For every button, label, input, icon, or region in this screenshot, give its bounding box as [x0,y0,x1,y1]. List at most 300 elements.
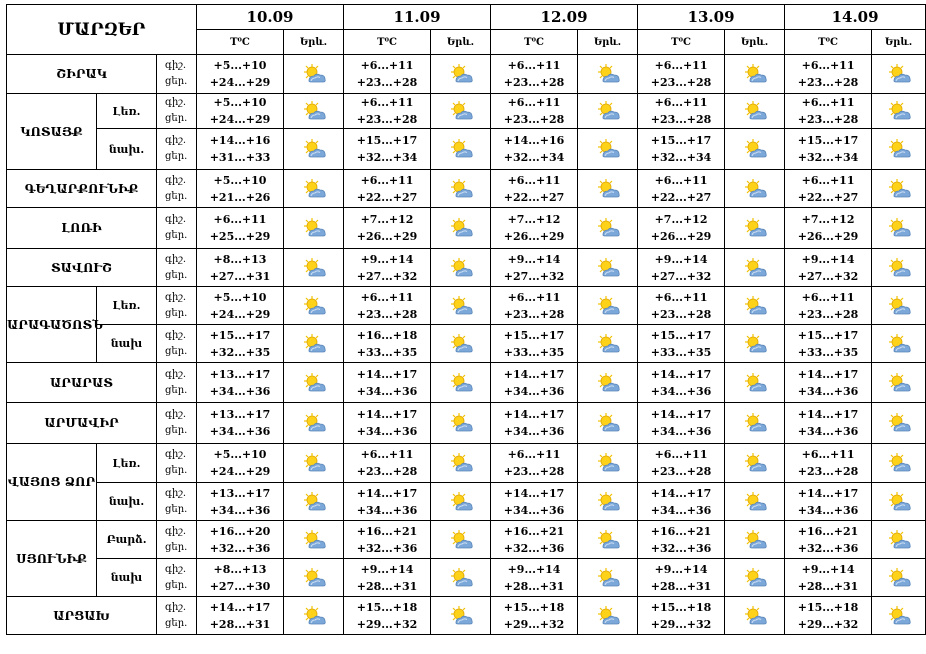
weather-icon-cell [725,94,785,129]
weather-icon-cell [725,403,785,444]
zone-label: նախ [97,325,157,363]
weather-icon-cell [872,444,926,483]
temperature-cell [197,287,284,325]
temperature-cell [197,249,284,287]
day-temperature: +34...+36 [356,425,418,438]
temperature-cell [785,559,872,597]
day-temperature: +28...+31 [503,579,565,593]
day-temperature: +32...+36 [797,541,859,555]
day-temperature: +23...+28 [503,307,565,321]
day-temperature: +34...+36 [650,503,712,517]
day-temperature: +28...+31 [650,579,712,593]
day-temperature: +28...+31 [797,579,859,593]
weather-icon-cell [284,287,344,325]
day-night-labels [157,170,197,208]
partly-sunny-icon [284,63,343,85]
zone-label: նախ [97,559,157,597]
weather-icon-cell [578,170,638,208]
day-night-labels [157,403,197,444]
partly-sunny-icon [725,295,784,317]
icon-column-header: Երև. [431,30,491,55]
weather-icon-cell [284,597,344,635]
day-temperature: +23...+28 [356,465,418,478]
weather-icon-cell [284,444,344,483]
night-temperature: +9...+14 [360,252,414,266]
weather-icon-cell [284,94,344,129]
weather-icon-cell [284,170,344,208]
weather-icon-cell [872,403,926,444]
day-temperature: +27...+30 [209,579,271,593]
partly-sunny-icon [284,491,343,513]
temperature-cell [344,208,431,249]
partly-sunny-icon [725,63,784,85]
temperature-cell [785,521,872,559]
temperature-cell [197,325,284,363]
day-temperature: +22...+27 [797,190,859,204]
weather-icon-cell [578,559,638,597]
day-temperature: +26...+29 [650,230,712,243]
weather-icon-cell [431,521,491,559]
weather-icon-cell [578,363,638,403]
weather-icon-cell [725,597,785,635]
day-temperature: +29...+32 [356,617,418,631]
temperature-cell [491,129,578,170]
day-night-labels [157,55,197,94]
weather-icon-cell [725,249,785,287]
partly-sunny-icon [284,217,343,239]
region-name: ՍՅՈՒՆԻՔ [7,521,97,597]
day-temperature: +23...+28 [503,113,565,126]
night-temperature: +5...+10 [213,448,267,461]
day-temperature: +24...+29 [209,76,271,89]
weather-icon-cell [431,208,491,249]
night-temperature: +7...+12 [801,213,855,226]
temperature-cell [491,483,578,521]
temperature-cell [491,55,578,94]
day-temperature: +23...+28 [650,76,712,89]
night-temperature: +14...+17 [356,486,418,500]
weather-icon-cell [578,55,638,94]
day-temperature: +24...+29 [209,113,271,126]
weather-icon-cell [725,444,785,483]
forecast-table [6,4,926,635]
night-temperature: +14...+17 [650,408,712,421]
region-row [7,521,926,559]
night-temperature: +14...+17 [209,600,271,614]
weather-icon-cell [431,325,491,363]
partly-sunny-icon [431,529,490,551]
weather-icon-cell [725,483,785,521]
weather-icon-cell [725,170,785,208]
temperature-cell [491,249,578,287]
day-temperature: +24...+29 [209,307,271,321]
temperature-cell [638,444,725,483]
day-temperature: +34...+36 [650,425,712,438]
temperature-cell [491,287,578,325]
region-name: ԳԵՂԱՐՔՈՒՆԻՔ [7,170,157,208]
night-temperature: +14...+17 [650,486,712,500]
day-temperature: +23...+28 [797,76,859,89]
temperature-cell [638,403,725,444]
partly-sunny-icon [578,567,637,589]
partly-sunny-icon [872,257,925,279]
day-temperature: +25...+29 [209,230,271,243]
night-temperature: +14...+17 [797,486,859,500]
partly-sunny-icon [872,529,925,551]
night-temperature: +9...+14 [654,252,708,266]
temperature-cell [344,129,431,170]
day-temperature: +21...+26 [209,190,271,204]
day-temperature: +22...+27 [650,190,712,204]
day-night-labels [157,483,197,521]
night-label: գիշ. [165,253,187,265]
day-temperature: +28...+31 [356,579,418,593]
day-temperature: +32...+34 [797,151,859,164]
temperature-cell [344,55,431,94]
temperature-cell [197,94,284,129]
weather-icon-cell [725,129,785,170]
night-temperature: +6...+11 [360,59,414,72]
temperature-cell [344,444,431,483]
night-temperature: +6...+11 [360,96,414,109]
partly-sunny-icon [578,295,637,317]
temperature-cell [491,325,578,363]
night-temperature: +6...+11 [801,173,855,187]
temperature-cell [197,559,284,597]
weather-icon-cell [725,287,785,325]
partly-sunny-icon [578,529,637,551]
zone-label: նախ. [97,129,157,170]
day-label: ցեր. [165,541,188,553]
temperature-cell [785,597,872,635]
day-temperature: +32...+36 [503,541,565,555]
temperature-cell [344,94,431,129]
day-label: ցեր. [165,113,188,124]
temperature-cell [785,249,872,287]
night-temperature: +6...+11 [654,448,708,461]
day-temperature: +33...+35 [503,345,565,359]
night-temperature: +14...+17 [356,408,418,421]
weather-icon-cell [872,559,926,597]
night-temperature: +9...+14 [507,252,561,266]
partly-sunny-icon [284,412,343,434]
region-row [7,363,926,403]
night-temperature: +6...+11 [360,173,414,187]
night-temperature: +15...+17 [650,134,712,147]
partly-sunny-icon [578,605,637,627]
night-temperature: +6...+11 [360,448,414,461]
temperature-cell [197,521,284,559]
weather-icon-cell [431,249,491,287]
partly-sunny-icon [431,605,490,627]
partly-sunny-icon [725,333,784,355]
temperature-cell [785,208,872,249]
partly-sunny-icon [578,257,637,279]
partly-sunny-icon [284,178,343,200]
day-label: ցեր. [165,465,188,476]
night-label: գիշ. [165,487,187,499]
night-label: գիշ. [165,214,187,225]
partly-sunny-icon [578,178,637,200]
partly-sunny-icon [431,412,490,434]
temperature-cell [638,363,725,403]
temperature-cell [785,94,872,129]
weather-icon-cell [578,444,638,483]
day-temperature: +23...+28 [650,465,712,478]
partly-sunny-icon [578,100,637,122]
temperature-cell [638,55,725,94]
day-label: ցեր. [165,76,188,87]
night-label: գիշ. [165,329,187,341]
zone-label: Լեռ. [97,287,157,325]
weather-icon-cell [872,208,926,249]
weather-icon-cell [431,55,491,94]
day-temperature: +27...+32 [503,269,565,283]
day-night-labels [157,559,197,597]
night-temperature: +14...+17 [503,408,565,421]
temperature-cell [638,559,725,597]
partly-sunny-icon [431,63,490,85]
region-row [7,444,926,483]
weather-icon-cell [578,483,638,521]
weather-icon-cell [431,129,491,170]
day-temperature: +31...+33 [209,151,271,164]
night-temperature: +15...+17 [797,134,859,147]
weather-icon-cell [284,55,344,94]
day-temperature: +27...+32 [356,269,418,283]
partly-sunny-icon [284,100,343,122]
day-temperature: +22...+27 [503,190,565,204]
weather-icon-cell [431,597,491,635]
night-label: գիշ. [165,449,187,460]
night-label: գիշ. [165,291,187,303]
weather-icon-cell [872,363,926,403]
weather-icon-cell [872,94,926,129]
partly-sunny-icon [431,567,490,589]
date-header: 14.09 [785,5,926,30]
day-temperature: +27...+32 [650,269,712,283]
temperature-cell [785,403,872,444]
partly-sunny-icon [431,178,490,200]
partly-sunny-icon [431,491,490,513]
night-temperature: +9...+14 [801,252,855,266]
day-temperature: +34...+36 [503,384,565,398]
weather-icon-cell [725,55,785,94]
weather-icon-cell [578,597,638,635]
day-temperature: +34...+36 [356,503,418,517]
date-header: 11.09 [344,5,491,30]
night-temperature: +16...+21 [797,524,859,538]
weather-icon-cell [872,597,926,635]
weather-icon-cell [431,170,491,208]
partly-sunny-icon [284,295,343,317]
partly-sunny-icon [725,412,784,434]
weather-icon-cell [872,249,926,287]
temperature-cell [785,170,872,208]
night-temperature: +6...+11 [654,290,708,304]
region-name: ՏԱՎՈՒՇ [7,249,157,287]
partly-sunny-icon [725,491,784,513]
weather-icon-cell [431,94,491,129]
day-temperature: +32...+34 [356,151,418,164]
weather-icon-cell [725,325,785,363]
night-temperature: +6...+11 [801,448,855,461]
weather-icon-cell [578,521,638,559]
night-temperature: +7...+12 [654,213,708,226]
night-temperature: +9...+14 [654,562,708,576]
region-row [7,129,926,170]
partly-sunny-icon [725,372,784,394]
temp-column-header: T⁰C [785,30,872,55]
day-temperature: +23...+28 [650,113,712,126]
temperature-cell [344,483,431,521]
day-temperature: +34...+36 [209,503,271,517]
weather-icon-cell [284,325,344,363]
temperature-cell [638,483,725,521]
weather-icon-cell [872,287,926,325]
day-temperature: +23...+28 [356,113,418,126]
day-night-labels [157,325,197,363]
region-row [7,208,926,249]
temperature-cell [491,597,578,635]
weather-icon-cell [284,208,344,249]
night-temperature: +5...+10 [213,173,267,187]
night-label: գիշ. [165,97,187,108]
weather-icon-cell [578,208,638,249]
day-temperature: +29...+32 [797,617,859,631]
night-temperature: +6...+11 [360,290,414,304]
partly-sunny-icon [431,333,490,355]
weather-icon-cell [578,403,638,444]
weather-icon-cell [872,483,926,521]
temp-column-header: T⁰C [638,30,725,55]
partly-sunny-icon [725,529,784,551]
night-temperature: +16...+21 [503,524,565,538]
partly-sunny-icon [431,217,490,239]
partly-sunny-icon [284,372,343,394]
partly-sunny-icon [284,605,343,627]
night-temperature: +7...+12 [360,213,414,226]
temperature-cell [344,363,431,403]
temperature-cell [197,403,284,444]
day-label: ցեր. [165,503,188,515]
temperature-cell [785,129,872,170]
temperature-cell [491,521,578,559]
temp-column-header: T⁰C [491,30,578,55]
night-temperature: +14...+16 [209,134,271,147]
partly-sunny-icon [284,452,343,474]
temperature-cell [638,597,725,635]
temperature-cell [491,94,578,129]
partly-sunny-icon [284,138,343,160]
night-temperature: +6...+11 [801,96,855,109]
day-temperature: +26...+29 [797,230,859,243]
partly-sunny-icon [872,452,925,474]
night-temperature: +16...+21 [356,524,418,538]
date-header: 13.09 [638,5,785,30]
night-label: գիշ. [165,601,187,613]
partly-sunny-icon [725,178,784,200]
day-label: ցեր. [165,579,188,591]
day-temperature: +32...+36 [356,541,418,555]
night-temperature: +6...+11 [801,290,855,304]
partly-sunny-icon [725,257,784,279]
weather-icon-cell [431,403,491,444]
weather-icon-cell [725,363,785,403]
partly-sunny-icon [872,372,925,394]
zone-label: Բարձ. [97,521,157,559]
night-temperature: +6...+11 [507,173,561,187]
temperature-cell [785,363,872,403]
temperature-cell [638,325,725,363]
partly-sunny-icon [578,491,637,513]
icon-column-header: Երև. [725,30,785,55]
night-temperature: +6...+11 [213,213,267,226]
night-temperature: +6...+11 [801,59,855,72]
night-label: գիշ. [165,563,187,575]
weather-icon-cell [431,483,491,521]
region-row [7,559,926,597]
region-row [7,55,926,94]
partly-sunny-icon [431,100,490,122]
zone-label: նախ. [97,483,157,521]
day-temperature: +29...+32 [503,617,565,631]
region-row [7,94,926,129]
temperature-cell [344,325,431,363]
day-temperature: +26...+29 [356,230,418,243]
weather-icon-cell [284,363,344,403]
weather-icon-cell [431,287,491,325]
weather-icon-cell [284,403,344,444]
temperature-cell [197,170,284,208]
day-label: ցեր. [165,425,188,436]
partly-sunny-icon [872,100,925,122]
night-label: գիշ. [165,135,187,146]
partly-sunny-icon [725,100,784,122]
weather-icon-cell [725,521,785,559]
temperature-cell [491,403,578,444]
date-header-row [7,5,926,30]
forecast-rows [7,55,926,635]
day-temperature: +32...+34 [503,151,565,164]
day-temperature: +23...+28 [650,307,712,321]
temperature-cell [197,208,284,249]
temperature-cell [197,483,284,521]
partly-sunny-icon [284,257,343,279]
night-temperature: +16...+21 [650,524,712,538]
night-temperature: +15...+17 [503,328,565,342]
partly-sunny-icon [578,333,637,355]
partly-sunny-icon [431,138,490,160]
region-name: ԱՐԱՐԱՏ [7,363,157,403]
partly-sunny-icon [725,605,784,627]
night-temperature: +6...+11 [654,59,708,72]
weather-icon-cell [725,559,785,597]
region-row [7,325,926,363]
weather-icon-cell [284,249,344,287]
night-temperature: +7...+12 [507,213,561,226]
temperature-cell [491,559,578,597]
night-temperature: +6...+11 [654,173,708,187]
day-temperature: +23...+28 [503,465,565,478]
night-label: գիշ. [165,174,187,186]
weather-icon-cell [284,129,344,170]
temperature-cell [344,403,431,444]
partly-sunny-icon [872,63,925,85]
day-temperature: +24...+29 [209,465,271,478]
day-night-labels [157,129,197,170]
temperature-cell [491,170,578,208]
